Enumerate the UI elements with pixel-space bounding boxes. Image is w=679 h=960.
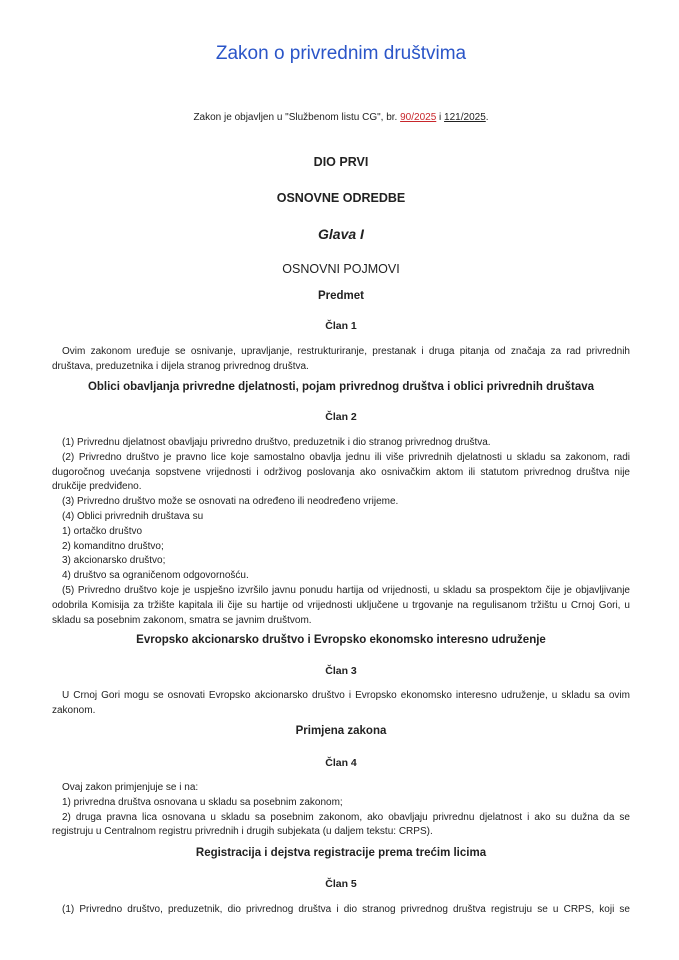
section-heading: Primjena zakona <box>295 725 387 737</box>
paragraph: Ovaj zakon primjenjuje se i na: <box>62 782 199 793</box>
part-title: OSNOVNE ODREDBE <box>276 191 406 205</box>
paragraph: (1) Privredno društvo, preduzetnik, dio privrednog društva i dio stranog privrednog društva registruju se u CRPS, koji se <box>62 904 630 915</box>
paragraph: (2) Privredno društvo je pravno lice koje samostalno obavlja jednu ili više privrednih djelatnosti u skladu sa zakonom, radi dugoročnog uvećanja sopstvene vrijednosti i održivog poslovanja ako osnivačkim aktom ili statutom privrednog društva nije drukčije predviđeno. <box>52 451 630 493</box>
article-body <box>52 345 630 375</box>
part-label: DIO PRVI <box>313 155 369 169</box>
article-number: Član 4 <box>325 757 357 769</box>
publication-note <box>52 112 630 123</box>
publication-sep: i <box>436 112 445 123</box>
gazette-link-90-2025[interactable]: 90/2025 <box>400 112 437 123</box>
publication-prefix: Zakon je objavljen u "Službenom listu CG", br. <box>193 112 401 123</box>
section-heading: Oblici obavljanja privredne djelatnosti, pojam privrednog društva i oblici privrednih društava <box>87 381 595 393</box>
article-number: Član 1 <box>325 320 357 332</box>
section-heading: Evropsko akcionarsko društvo i Evropsko ekonomsko interesno udruženje <box>136 634 546 646</box>
list-item: 2) komanditno društvo; <box>62 540 164 552</box>
paragraph: U Crnoj Gori mogu se osnovati Evropsko akcionarsko društvo i Evropsko ekonomsko interesno udruženje, u skladu sa ovim zakonom. <box>52 690 630 716</box>
article-number: Član 5 <box>325 878 357 890</box>
list-item: 4) društvo sa ograničenom odgovornošću. <box>62 570 249 582</box>
document-title: Zakon o privrednim društvima <box>215 43 467 64</box>
section-heading: Predmet <box>317 290 365 302</box>
paragraph: (5) Privredno društvo koje je uspješno izvršilo javnu ponudu hartija od vrijednosti, u skladu sa prospektom čije je objavljivanje odobrila Komisija za tržište kapitala ili čije su hartije od vrijednosti uključene u trgovanje na regulisanom tržištu u Crnoj Gori, u skladu sa posebnim zakonom, smatra se javnim društvom. <box>52 584 630 626</box>
list-item: 2) druga pravna lica osnovana u skladu sa posebnim zakonom, ako obavljaju privrednu djelatnost i ako su dužna da se registruju u Centralnom registru privrednih i drugih subjekata (u daljem tekstu: CRPS). <box>52 811 630 838</box>
article-number: Član 3 <box>325 665 357 677</box>
article-body <box>52 903 630 918</box>
list-item: 1) privredna društva osnovana u skladu sa posebnim zakonom; <box>62 796 343 808</box>
article-body <box>52 781 630 840</box>
article-body <box>52 689 630 719</box>
paragraph: Ovim zakonom uređuje se osnivanje, upravljanje, restrukturiranje, prestanak i druga pitanja od značaja za rad privrednih društava, preduzetnika i dijela stranog privrednog društva. <box>52 346 630 372</box>
article-body <box>52 436 630 628</box>
list-item: 3) akcionarsko društvo; <box>62 555 166 567</box>
list-item: 1) ortačko društvo <box>62 525 143 537</box>
paragraph: (4) Oblici privrednih društava su <box>62 510 204 522</box>
section-heading: Registracija i dejstva registracije prema trećim licima <box>195 847 487 859</box>
paragraph: (1) Privrednu djelatnost obavljaju privredno društvo, preduzetnik i dio stranog privrednog društva. <box>62 437 491 448</box>
chapter-label: Glava I <box>318 226 364 242</box>
publication-suffix: . <box>485 112 489 123</box>
chapter-title: OSNOVNI POJMOVI <box>282 262 400 276</box>
gazette-link-121-2025[interactable]: 121/2025 <box>444 112 486 123</box>
article-number: Član 2 <box>325 411 357 423</box>
paragraph: (3) Privredno društvo može se osnovati na određeno ili neodređeno vrijeme. <box>62 496 399 508</box>
